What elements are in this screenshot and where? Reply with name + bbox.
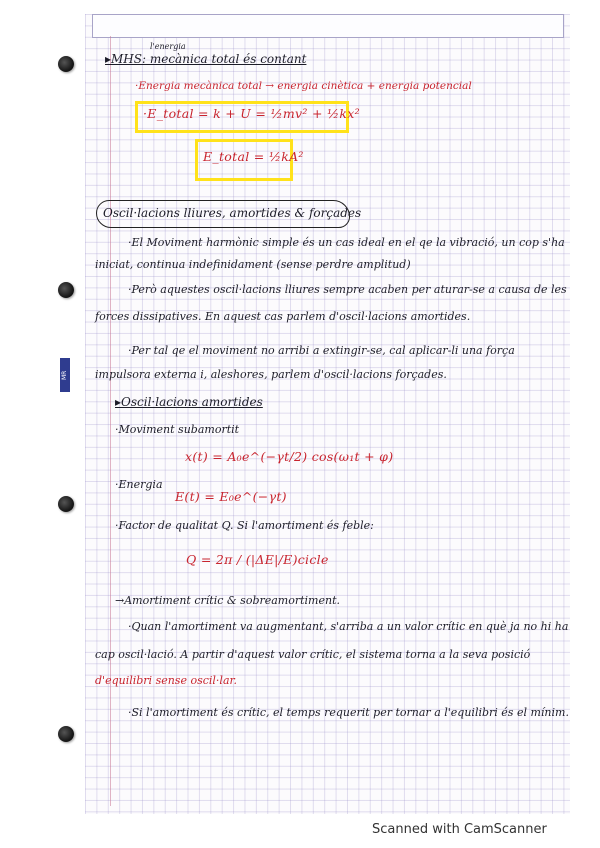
paragraph-line: ·Quan l'amortiment va augmentant, s'arriba a un valor crític en què ja no hi ha bbox=[128, 620, 569, 633]
critical-heading: →Amortiment crític & sobreamortiment. bbox=[115, 594, 341, 607]
paragraph-line: ·Si l'amortiment és crític, el temps requerit per tornar a l'equilibri és el mínim. bbox=[128, 706, 569, 719]
total-energy-formula: ·E_total = k + U = ½mv² + ½kx² bbox=[143, 106, 360, 121]
quality-factor-formula: Q = 2π / (|ΔE|/E)cicle bbox=[186, 552, 329, 567]
paragraph-line: ·Però aquestes oscil·lacions lliures sempre acaben per aturar-se a causa de les bbox=[128, 283, 567, 296]
margin-line bbox=[110, 36, 111, 806]
paragraph-line: cap oscil·lació. A partir d'aquest valor crític, el sistema torna a la seva posició bbox=[95, 648, 531, 661]
binder-hole bbox=[58, 496, 74, 512]
total-energy-amplitude-formula: E_total = ½kA² bbox=[203, 149, 304, 164]
quality-factor-label: ·Factor de qualitat Q. Si l'amortiment és feble: bbox=[115, 519, 374, 532]
brand-logo: MR MIQUELRIUS bbox=[61, 354, 78, 392]
paragraph-line: d'equilibri sense oscil·lar. bbox=[95, 674, 238, 687]
paragraph-line: impulsora externa i, aleshores, parlem d'oscil·lacions forçades. bbox=[95, 368, 447, 381]
section-title: Oscil·lacions lliures, amortides & forçades bbox=[103, 206, 362, 220]
underdamped-label: ·Moviment subamortit bbox=[115, 423, 240, 436]
paragraph-line: forces dissipatives. En aquest cas parlem d'oscil·lacions amortides. bbox=[95, 310, 471, 323]
energy-label: ·Energia bbox=[115, 478, 163, 491]
binder-hole bbox=[58, 282, 74, 298]
section-heading-mhs: ▸MHS: mecànica total és contant bbox=[105, 52, 307, 66]
paragraph-line: iniciat, continua indefinidament (sense perdre amplitud) bbox=[95, 258, 411, 271]
damped-heading: ▸Oscil·lacions amortides bbox=[115, 395, 263, 409]
paragraph-line: ·El Moviment harmònic simple és un cas ideal en el qe la vibració, un cop s'ha bbox=[128, 236, 565, 249]
note-above-title: l'energia bbox=[150, 42, 186, 51]
underdamped-formula: x(t) = A₀e^(−γt/2) cos(ω₁t + φ) bbox=[185, 449, 394, 464]
scanner-watermark: Scanned with CamScanner bbox=[372, 822, 547, 837]
notebook-page bbox=[85, 14, 570, 814]
energy-decay-formula: E(t) = E₀e^(−γt) bbox=[175, 489, 287, 504]
energy-definition: ·Energia mecànica total → energia cinètica + energia potencial bbox=[135, 80, 472, 92]
page-header-band bbox=[92, 14, 564, 38]
paragraph-line: ·Per tal qe el moviment no arribi a extingir-se, cal aplicar-li una força bbox=[128, 344, 515, 357]
binder-hole bbox=[58, 726, 74, 742]
binder-hole bbox=[58, 56, 74, 72]
